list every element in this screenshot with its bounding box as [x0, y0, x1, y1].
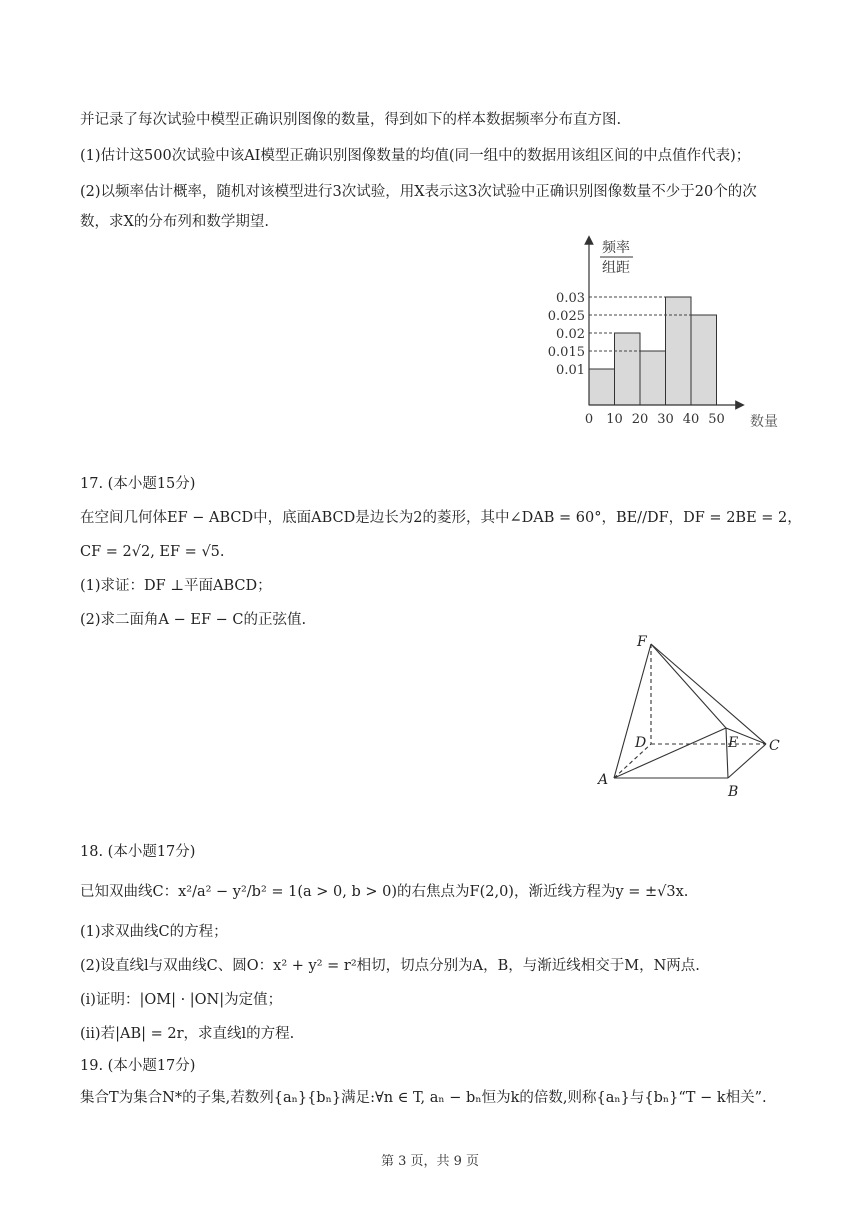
- q19-line1: 集合T为集合N*的子集,若数列{aₙ}{bₙ}满足:∀n ∈ T, aₙ − bₙ恒为k的倍数,则称{aₙ}与{bₙ}“T − k相关”.: [80, 1090, 767, 1106]
- q18-part1: (1)求双曲线C的方程；: [80, 924, 228, 940]
- y-tick-label: 0.01: [556, 363, 585, 378]
- q17-part1: (1)求证：DF ⊥平面ABCD；: [80, 578, 272, 594]
- solid-geometry-figure: [590, 628, 790, 803]
- q16-intro: 并记录了每次试验中模型正确识别图像的数量，得到如下的样本数据频率分布直方图.: [80, 112, 622, 128]
- histogram-bar: [666, 297, 692, 405]
- q18-header: 18. (本小题17分): [80, 844, 196, 860]
- histogram-bar: [589, 369, 615, 405]
- q16-part2a: (2)以频率估计概率，随机对该模型进行3次试验，用X表示这3次试验中正确识别图像数量不少于20个的次: [80, 184, 757, 200]
- q18-part2: (2)设直线l与双曲线C、圆O：x² + y² = r²相切，切点分别为A，B，与渐近线相交于M，N两点.: [80, 958, 700, 974]
- vertex-label-d: D: [635, 735, 647, 751]
- x-tick-label: 20: [631, 412, 649, 427]
- x-tick-label: 10: [606, 412, 623, 427]
- q18-line1: 已知双曲线C：x²/a² − y²/b² = 1(a > 0, b > 0)的右焦点为F(2,0)，渐近线方程为y = ±√3x.: [80, 884, 689, 900]
- vertex-label-e: E: [728, 735, 739, 751]
- y-tick-label: 0.02: [556, 327, 585, 342]
- histogram-bar: [640, 351, 666, 405]
- y-axis-label-top: 频率: [602, 240, 630, 256]
- y-tick-label: 0.03: [556, 291, 585, 306]
- x-tick-label: 30: [657, 412, 674, 427]
- vertex-label-f: F: [637, 634, 647, 650]
- x-tick-label: 40: [682, 412, 700, 427]
- x-axis-label: 数量: [750, 414, 778, 430]
- histogram-bar: [691, 315, 717, 405]
- x-tick-label: 50: [708, 412, 725, 427]
- page-footer: 第 3 页，共 9 页: [380, 1154, 480, 1169]
- y-tick-label: 0.025: [547, 309, 585, 324]
- q16-part1: (1)估计这500次试验中该AI模型正确识别图像数量的均值(同一组中的数据用该组区间的中点值作代表)；: [80, 148, 751, 164]
- q16-part2b: 数，求X的分布列和数学期望.: [80, 214, 269, 230]
- y-axis-label-bottom: 组距: [602, 260, 630, 276]
- q18-sub1: (i)证明：|OM| · |ON|为定值；: [80, 992, 283, 1008]
- histogram-bar: [615, 333, 641, 405]
- q19-header: 19. (本小题17分): [80, 1058, 196, 1074]
- q17-line1: 在空间几何体EF − ABCD中，底面ABCD是边长为2的菱形，其中∠DAB = 60°，BE//DF，DF = 2BE = 2，: [80, 510, 802, 526]
- vertex-label-c: C: [769, 738, 780, 754]
- q17-part2: (2)求二面角A − EF − C的正弦值.: [80, 612, 307, 628]
- y-tick-label: 0.015: [547, 345, 585, 360]
- x-tick-label: 0: [584, 412, 594, 427]
- q17-header: 17. (本小题15分): [80, 476, 196, 492]
- vertex-label-b: B: [728, 784, 739, 800]
- vertex-label-a: A: [598, 772, 609, 788]
- frequency-histogram: [540, 232, 790, 437]
- q18-sub2: (ii)若|AB| = 2r，求直线l的方程.: [80, 1026, 295, 1042]
- q17-line2: CF = 2√2, EF = √5.: [80, 544, 225, 560]
